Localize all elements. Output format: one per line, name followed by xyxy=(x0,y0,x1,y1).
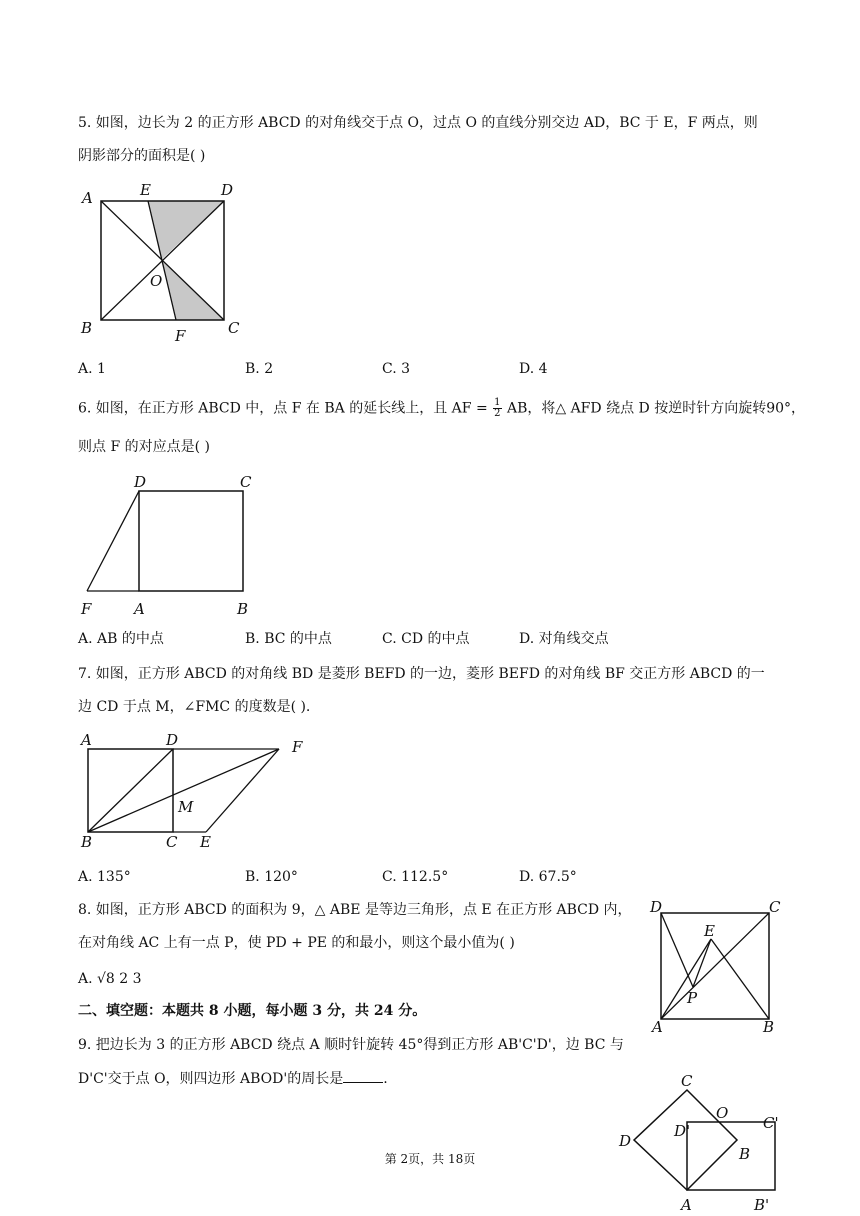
q6-frac-den: 2 xyxy=(494,408,501,419)
page-footer: 第 2页，共 18页 xyxy=(384,1152,476,1166)
q5-label-c: C xyxy=(228,319,240,337)
q6-label-b: B xyxy=(237,600,249,618)
q7-label-a: A xyxy=(81,731,92,749)
q8-label-p: P xyxy=(687,989,698,1007)
q8-options-line: A. √8 2 3 xyxy=(78,971,142,987)
q5-option-d: D. 4 xyxy=(519,361,548,377)
q8-stem-line1: 8. 如图，正方形 ABCD 的面积为 9，△ ABE 是等边三角形，点 E 在正方形 ABCD 内， xyxy=(78,902,632,918)
q6-option-b: B. BC 的中点 xyxy=(245,631,332,647)
q8-label-a: A xyxy=(652,1018,663,1036)
section-fill-in-heading: 二、填空题：本题共 8 小题，每小题 3 分，共 24 分。 xyxy=(78,1003,427,1019)
q7-label-f: F xyxy=(292,738,303,756)
q8-figure xyxy=(645,895,790,1040)
q6-fraction xyxy=(493,398,501,419)
q6-option-c: C. CD 的中点 xyxy=(382,631,470,647)
q7-option-b: B. 120° xyxy=(245,869,298,885)
q7-label-b: B xyxy=(81,833,93,851)
q7-option-d: D. 67.5° xyxy=(519,869,577,885)
q6-stem-pre: 6. 如图，在正方形 ABCD 中，点 F 在 BA 的延长线上，且 AF = xyxy=(78,400,488,417)
q7-option-c: C. 112.5° xyxy=(382,869,449,885)
q5-label-f: F xyxy=(175,327,186,345)
q9-label-c-prime: C' xyxy=(763,1114,779,1132)
q5-label-a: A xyxy=(82,189,93,207)
q9-stem-line1: 9. 把边长为 3 的正方形 ABCD 绕点 A 顺时针旋转 45°得到正方形 AB'C'D'，边 BC 与 xyxy=(78,1037,624,1053)
q5-label-d: D xyxy=(221,181,234,199)
q8-label-b: B xyxy=(763,1018,775,1036)
q9-label-b-prime: B' xyxy=(754,1196,770,1214)
q5-option-c: C. 3 xyxy=(382,361,411,377)
q9-label-o: O xyxy=(716,1104,729,1122)
q9-label-a: A xyxy=(681,1196,692,1214)
q6-label-f: F xyxy=(81,600,92,618)
q7-label-m: M xyxy=(178,798,194,816)
q5-stem-line1: 5. 如图，边长为 2 的正方形 ABCD 的对角线交于点 O，过点 O 的直线分别交边 AD，BC 于 E，F 两点，则 xyxy=(78,115,758,131)
q5-stem-line2: 阴影部分的面积是( ) xyxy=(78,148,206,164)
q9-stem-line2 xyxy=(78,1069,388,1089)
q9-label-d: D xyxy=(619,1132,632,1150)
q9-label-d-prime: D' xyxy=(674,1122,691,1140)
q7-stem-line1: 7. 如图，正方形 ABCD 的对角线 BD 是菱形 BEFD 的一边，菱形 BEFD 的对角线 BF 交正方形 ABCD 的一 xyxy=(78,666,765,682)
q9-stem-end: . xyxy=(383,1071,388,1087)
q6-label-c: C xyxy=(240,473,252,491)
q9-label-b: B xyxy=(739,1145,751,1163)
q6-figure xyxy=(78,470,268,625)
q8-label-c: C xyxy=(769,898,781,916)
q6-option-a: A. AB 的中点 xyxy=(78,631,164,647)
q5-label-e: E xyxy=(140,181,151,199)
q6-frac-num: 1 xyxy=(494,397,501,408)
q5-option-a: A. 1 xyxy=(78,361,106,377)
q9-figure xyxy=(615,1070,790,1214)
q5-option-b: B. 2 xyxy=(245,361,274,377)
q6-stem-post: AB，将△ AFD 绕点 D 按逆时针方向旋转90°， xyxy=(506,400,806,417)
q6-label-a: A xyxy=(134,600,145,618)
q9-stem-text: D'C'交于点 O，则四边形 ABOD'的周长是 xyxy=(78,1071,344,1087)
q9-label-c: C xyxy=(681,1072,693,1090)
q7-label-c: C xyxy=(166,833,178,851)
q7-stem-line2: 边 CD 于点 M，∠FMC 的度数是( ). xyxy=(78,699,311,715)
q6-stem-line2: 则点 F 的对应点是( ) xyxy=(78,439,210,455)
q7-option-a: A. 135° xyxy=(78,869,131,885)
q8-label-d: D xyxy=(650,898,663,916)
q5-label-o: O xyxy=(150,272,163,290)
q7-figure xyxy=(78,728,318,858)
q7-label-e: E xyxy=(200,833,211,851)
q6-stem-line1 xyxy=(78,398,805,419)
q8-stem-line2: 在对角线 AC 上有一点 P，使 PD + PE 的和最小，则这个最小值为( ) xyxy=(78,935,515,951)
q9-answer-blank xyxy=(343,1070,383,1083)
q6-label-d: D xyxy=(134,473,147,491)
q5-label-b: B xyxy=(81,319,93,337)
q5-figure xyxy=(78,180,248,345)
q7-label-d: D xyxy=(166,731,179,749)
q8-label-e: E xyxy=(704,922,715,940)
q6-option-d: D. 对角线交点 xyxy=(519,631,609,647)
